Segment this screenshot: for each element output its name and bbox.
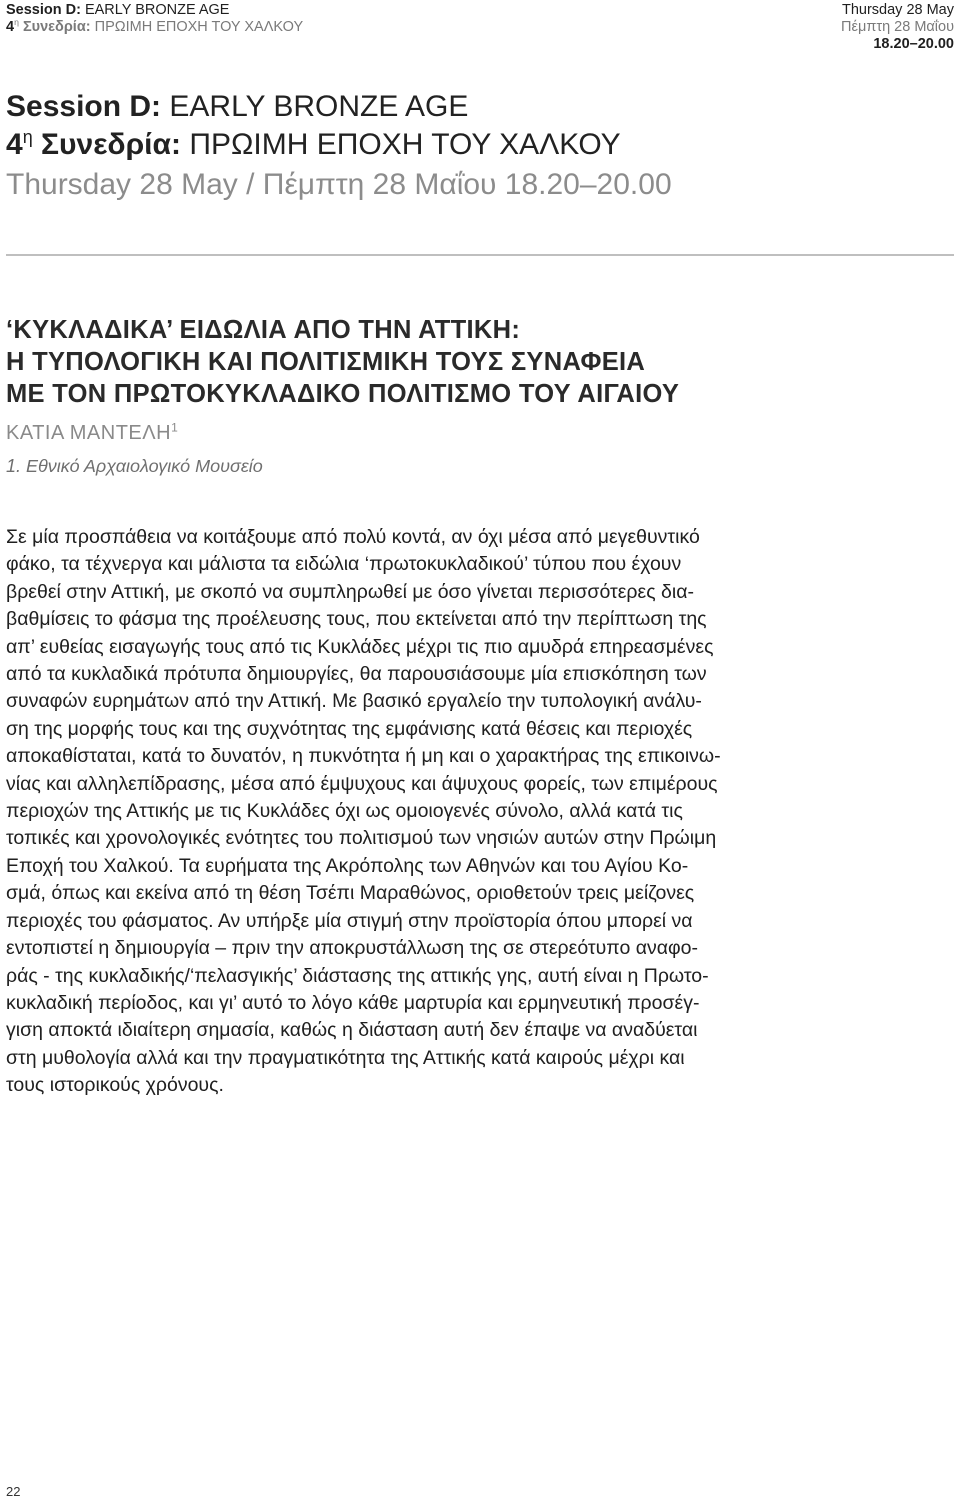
session-title-gr: $4^\eta$ Συνεδρία: ΠΡΩΙΜΗ ΕΠΟΧΗ ΤΟΥ ΧΑΛΚΟΥ xyxy=(6,127,621,161)
running-header-line-1: Session D: EARLY BRONZE AGE xyxy=(6,2,230,18)
session-title-en: Session D: EARLY BRONZE AGE xyxy=(6,90,469,123)
abstract-text: Σε μία προσπάθεια να κοιτάξουμε από πολύ κοντά, αν όχι μέσα από μεγεθυντικό φάκο, τα τέχνεργα και μάλιστα τα ειδώλια ‘πρωτοκυκλαδικού’ τύπου που έχουν βρεθεί στην Αττική, με σκοπό να συμπληρωθεί με όσο γίνεται περισσότερες δια- βαθμίσεις το φάσμα της προέλευσης τους, που εκτείνεται από την περίπτωση της απ’ ευθείας εισαγωγής τους από τις Κυκλάδες μέχρι τις πιο αμυδρά επηρεασμένες από τα κυκλαδικά πρότυπα δημιουργίες, θα παρουσιάσουμε μία επισκόπηση των συναφών ευρημάτων από την Αττική. Με βασικό εργαλείο την τυπολογική ανάλυ- ση της μορφής τους και της συχνότητας της εμφάνισης κατά θέσεις και περιοχές αποκαθίσταται, κατά το δυνατόν, η πυκνότητα ή μη και ο χαρακτήρας της επικοινω- νίας και αλληλεπίδρασης, μέσα από έμψυχους και άψυχους φορείς, των επιμέρους περιοχών της Αττικής με τις Κυκλάδες όχι ως ομοιογενές σύνολο, αλλά κατά τις τοπικές και χρονολογικές ενότητες του πολιτισμού των νησιών αυτών στην Πρώιμη Εποχή του Χαλκού. Τα ευρήματα της Ακρόπολης των Αθηνών και του Αγίου Κο- σμά, όπως και εκείνα από τη θέση Τσέπι Μαραθώνος, οριοθετούν τρεις μείζονες περιοχές του φάσματος. Αν υπήρξε μία στιγμή στην προϊστορία όπου μπορεί να εντοπιστεί η δημιουργία – πριν την αποκρυστάλλωση της σε στερεότυπο αναφο- ράς - της κυκλαδικής/‘πελασγικής’ διάστασης της αττικής γης, αυτή είναι η Πρωτο- κυκλαδική περίοδος, και γι’ αυτό το λόγο κάθε μαρτυρία και ερμηνευτική προσέγ- γιση αποκτά ιδιαίτερη σημασία, καθώς η διάσταση αυτή δεν έπαψε να αναδύεται στη μυθολογία αλλά και την πραγματικότητα της Αττικής κατά καιρούς μέχρι και τους ιστορικούς χρόνους. xyxy=(6,526,721,1097)
running-header-time: 18.20–20.00 xyxy=(873,36,954,52)
section-divider xyxy=(6,254,954,256)
running-header-line-2: $4^\eta$ Συνεδρία: ΠΡΩΙΜΗ ΕΠΟΧΗ ΤΟΥ ΧΑΛΚΟΥ xyxy=(6,17,304,35)
running-header xyxy=(6,2,954,52)
author-affiliation: 1. Εθνικό Αρχαιολογικό Μουσείο xyxy=(6,456,263,476)
running-header-date xyxy=(841,2,954,53)
running-header-date-en: Thursday 28 May xyxy=(841,2,954,18)
paper-heading xyxy=(6,314,954,478)
session-date: Thursday 28 May / Πέμπτη 28 Μαΐου 18.20–20.00 xyxy=(6,168,672,201)
paper-title: ‘ΚΥΚΛΑΔΙΚΑ’ ΕΙΔΩΛΙΑ ΑΠΟ ΤΗΝ ΑΤΤΙΚΗ: Η ΤΥΠΟΛΟΓΙΚΗ ΚΑΙ ΠΟΛΙΤΙΣΜΙΚΗ ΤΟΥΣ ΣΥΝΑΦΕΙΑ ΜΕ ΤΟΝ ΠΡΩΤΟΚΥΚΛΑΔΙΚΟ ΠΟΛΙΤΙΣΜΟ ΤΟΥ ΑΙΓΑΙΟΥ xyxy=(6,316,680,408)
session-heading xyxy=(6,88,954,204)
author-name: ΚΑΤΙΑ ΜΑΝΤΕΛΗ$^1$ xyxy=(6,420,179,444)
running-header-date-gr: Πέμπτη 28 Μαΐου xyxy=(841,19,954,35)
running-header-session xyxy=(6,2,303,36)
page-number: 22 xyxy=(6,1484,21,1499)
